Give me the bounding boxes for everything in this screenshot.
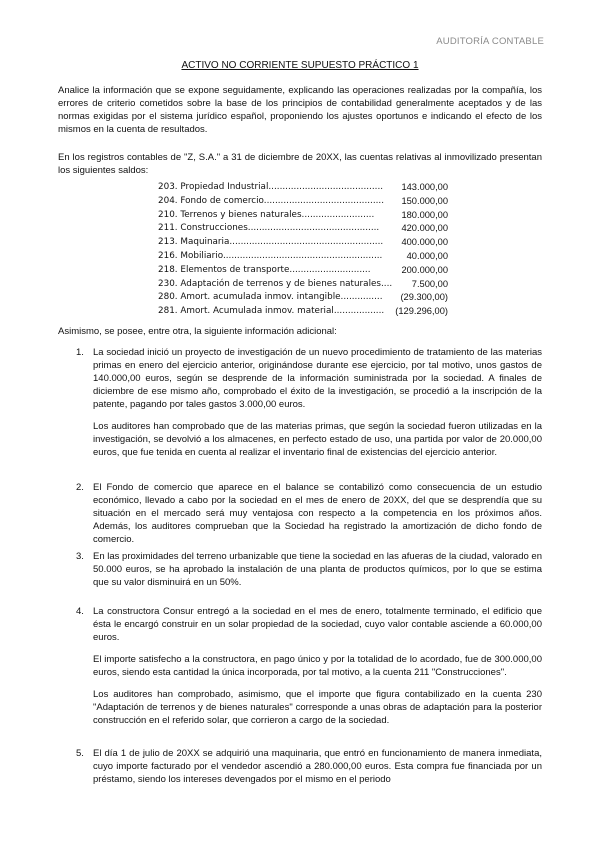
account-name: 216. Mobiliario.........................................................: [158, 250, 383, 261]
account-value: 420.000,00: [401, 223, 448, 234]
item-paragraph: Los auditores han comprobado, asimismo, que el importe que figura contabilizado en la cuenta 230 "Adaptación de terrenos y de bienes naturales" corresponde a unas obras de adaptación para la posterior construcción en el referido solar, que corrieron a cargo de la sociedad.: [93, 689, 542, 726]
list-item: [58, 481, 542, 546]
account-name: 210. Terrenos y bienes naturales..........................: [158, 209, 375, 220]
list-item: [58, 747, 542, 786]
account-value: (29.300,00): [400, 292, 448, 303]
item-paragraph: La sociedad inició un proyecto de investigación de un nuevo procedimiento de tratamiento de las materias primas en enero del ejercicio anterior, originándose durante ese ejercicio, por tal motivo, unos gastos de 140.000,00 euros, según se desprende de la información suministrada por la sociedad. A finales de diciembre de ese mismo año, comprobado el éxito de la investigación, se procedió a la inscripción de la patente, pagando por tales gastos 3.000,00 euros.: [93, 347, 542, 410]
account-row: [158, 264, 448, 278]
account-value: 150.000,00: [401, 195, 448, 206]
accounts-list: [158, 181, 448, 319]
account-row: [158, 222, 448, 236]
running-header: AUDITORÍA CONTABLE: [436, 36, 544, 47]
item-paragraph: El día 1 de julio de 20XX se adquirió una maquinaria, que entró en funcionamiento de manera inmediata, cuyo importe facturado por el vendedor ascendió a 280.000,00 euros. Esta compra fue financiada por un préstamo, siendo los intereses devengados por el mismo en el periodo: [93, 748, 542, 785]
account-row: [158, 305, 448, 319]
account-value: 180.000,00: [401, 209, 448, 220]
account-name: 280. Amort. acumulada inmov. intangible...............: [158, 292, 383, 303]
account-row: [158, 209, 448, 223]
document-title-text: ACTIVO NO CORRIENTE SUPUESTO PRÁCTICO 1: [181, 60, 419, 71]
account-row: [158, 291, 448, 305]
item-paragraph: En las proximidades del terreno urbanizable que tiene la sociedad en las afueras de la ciudad, valorado en 50.000 euros, se ha aprobado la instalación de una planta de productos químicos, por lo que se estima que su valor disminuirá en un 50%.: [93, 551, 542, 588]
account-row: [158, 195, 448, 209]
account-value: 400.000,00: [401, 237, 448, 248]
account-name: 211. Construcciones...............................................: [158, 223, 380, 234]
account-row: [158, 181, 448, 195]
account-name: 230. Adaptación de terrenos y de bienes naturales....: [158, 278, 393, 289]
item-number: 3.: [76, 551, 84, 562]
item-number: 5.: [76, 748, 84, 759]
account-name: 203. Propiedad Industrial.........................................: [158, 182, 384, 192]
account-value: (129.296,00): [395, 306, 448, 317]
account-name: 218. Elementos de transporte.............................: [158, 264, 371, 275]
document-title: [0, 60, 600, 71]
account-row: [158, 236, 448, 250]
item-paragraph: La constructora Consur entregó a la sociedad en el mes de enero, totalmente terminado, el edificio que ésta le encargó construir en un solar propiedad de la sociedad, cuyo valor contable asciende a 60.000,00 euros.: [93, 606, 542, 643]
account-value: 143.000,00: [401, 182, 448, 192]
account-row: [158, 250, 448, 264]
account-value: 7.500,00: [411, 278, 448, 289]
list-item: [58, 346, 542, 459]
account-name: 204. Fondo de comercio...........................................: [158, 195, 385, 206]
item-paragraph: El Fondo de comercio que aparece en el balance se contabilizó como consecuencia de un estudio económico, llevado a cabo por la sociedad en el mes de enero de 20XX, del que se desprendía que su situación en el mercado será muy ventajosa con respecto a la competencia en los próximos años. Además, los auditores comprueban que la Sociedad ha registrado la amortización de dicho fondo de comercio.: [93, 482, 542, 545]
account-row: [158, 278, 448, 292]
item-number: 4.: [76, 606, 84, 617]
account-value: 40.000,00: [406, 250, 448, 261]
account-name: 281. Amort. Acumulada inmov. material..................: [158, 306, 385, 317]
account-value: 200.000,00: [401, 264, 448, 275]
list-item: [58, 550, 542, 589]
item-paragraph: El importe satisfecho a la constructora, en pago único y por la totalidad de lo acordado, fue de 300.000,00 euros, siendo esta cantidad la única incorporada, por tal motivo, a la cuenta 211 "Construcciones".: [93, 654, 542, 678]
additional-intro-paragraph: Asimismo, se posee, entre otra, la siguiente información adicional:: [58, 326, 337, 337]
account-name: 213. Maquinaria.......................................................: [158, 237, 384, 248]
item-number: 1.: [76, 347, 84, 358]
balances-intro-paragraph: En los registros contables de "Z, S.A." a 31 de diciembre de 20XX, las cuentas relativas al inmovilizado presentan los siguientes saldos:: [58, 152, 542, 176]
list-item: [58, 605, 542, 727]
item-paragraph: Los auditores han comprobado que de las materias primas, que según la sociedad fueron utilizadas en la investigación, se devolvió a los almacenes, en perfecto estado de uso, una partida por valor de 20.000,00 euros, que fue tenida en cuenta al realizar el inventario final de existencias del ejercicio anterior.: [93, 421, 542, 458]
item-number: 2.: [76, 482, 84, 493]
intro-paragraph: Analice la información que se expone seguidamente, explicando las operaciones realizadas por la compañía, los errores de criterio cometidos sobre la base de los principios de contabilidad generalmente aceptados y de las normas exigidas por el sistema jurídico español, proponiendo los ajustes oportunos e indicando el efecto de los mismos en la cuenta de resultados.: [58, 85, 542, 135]
